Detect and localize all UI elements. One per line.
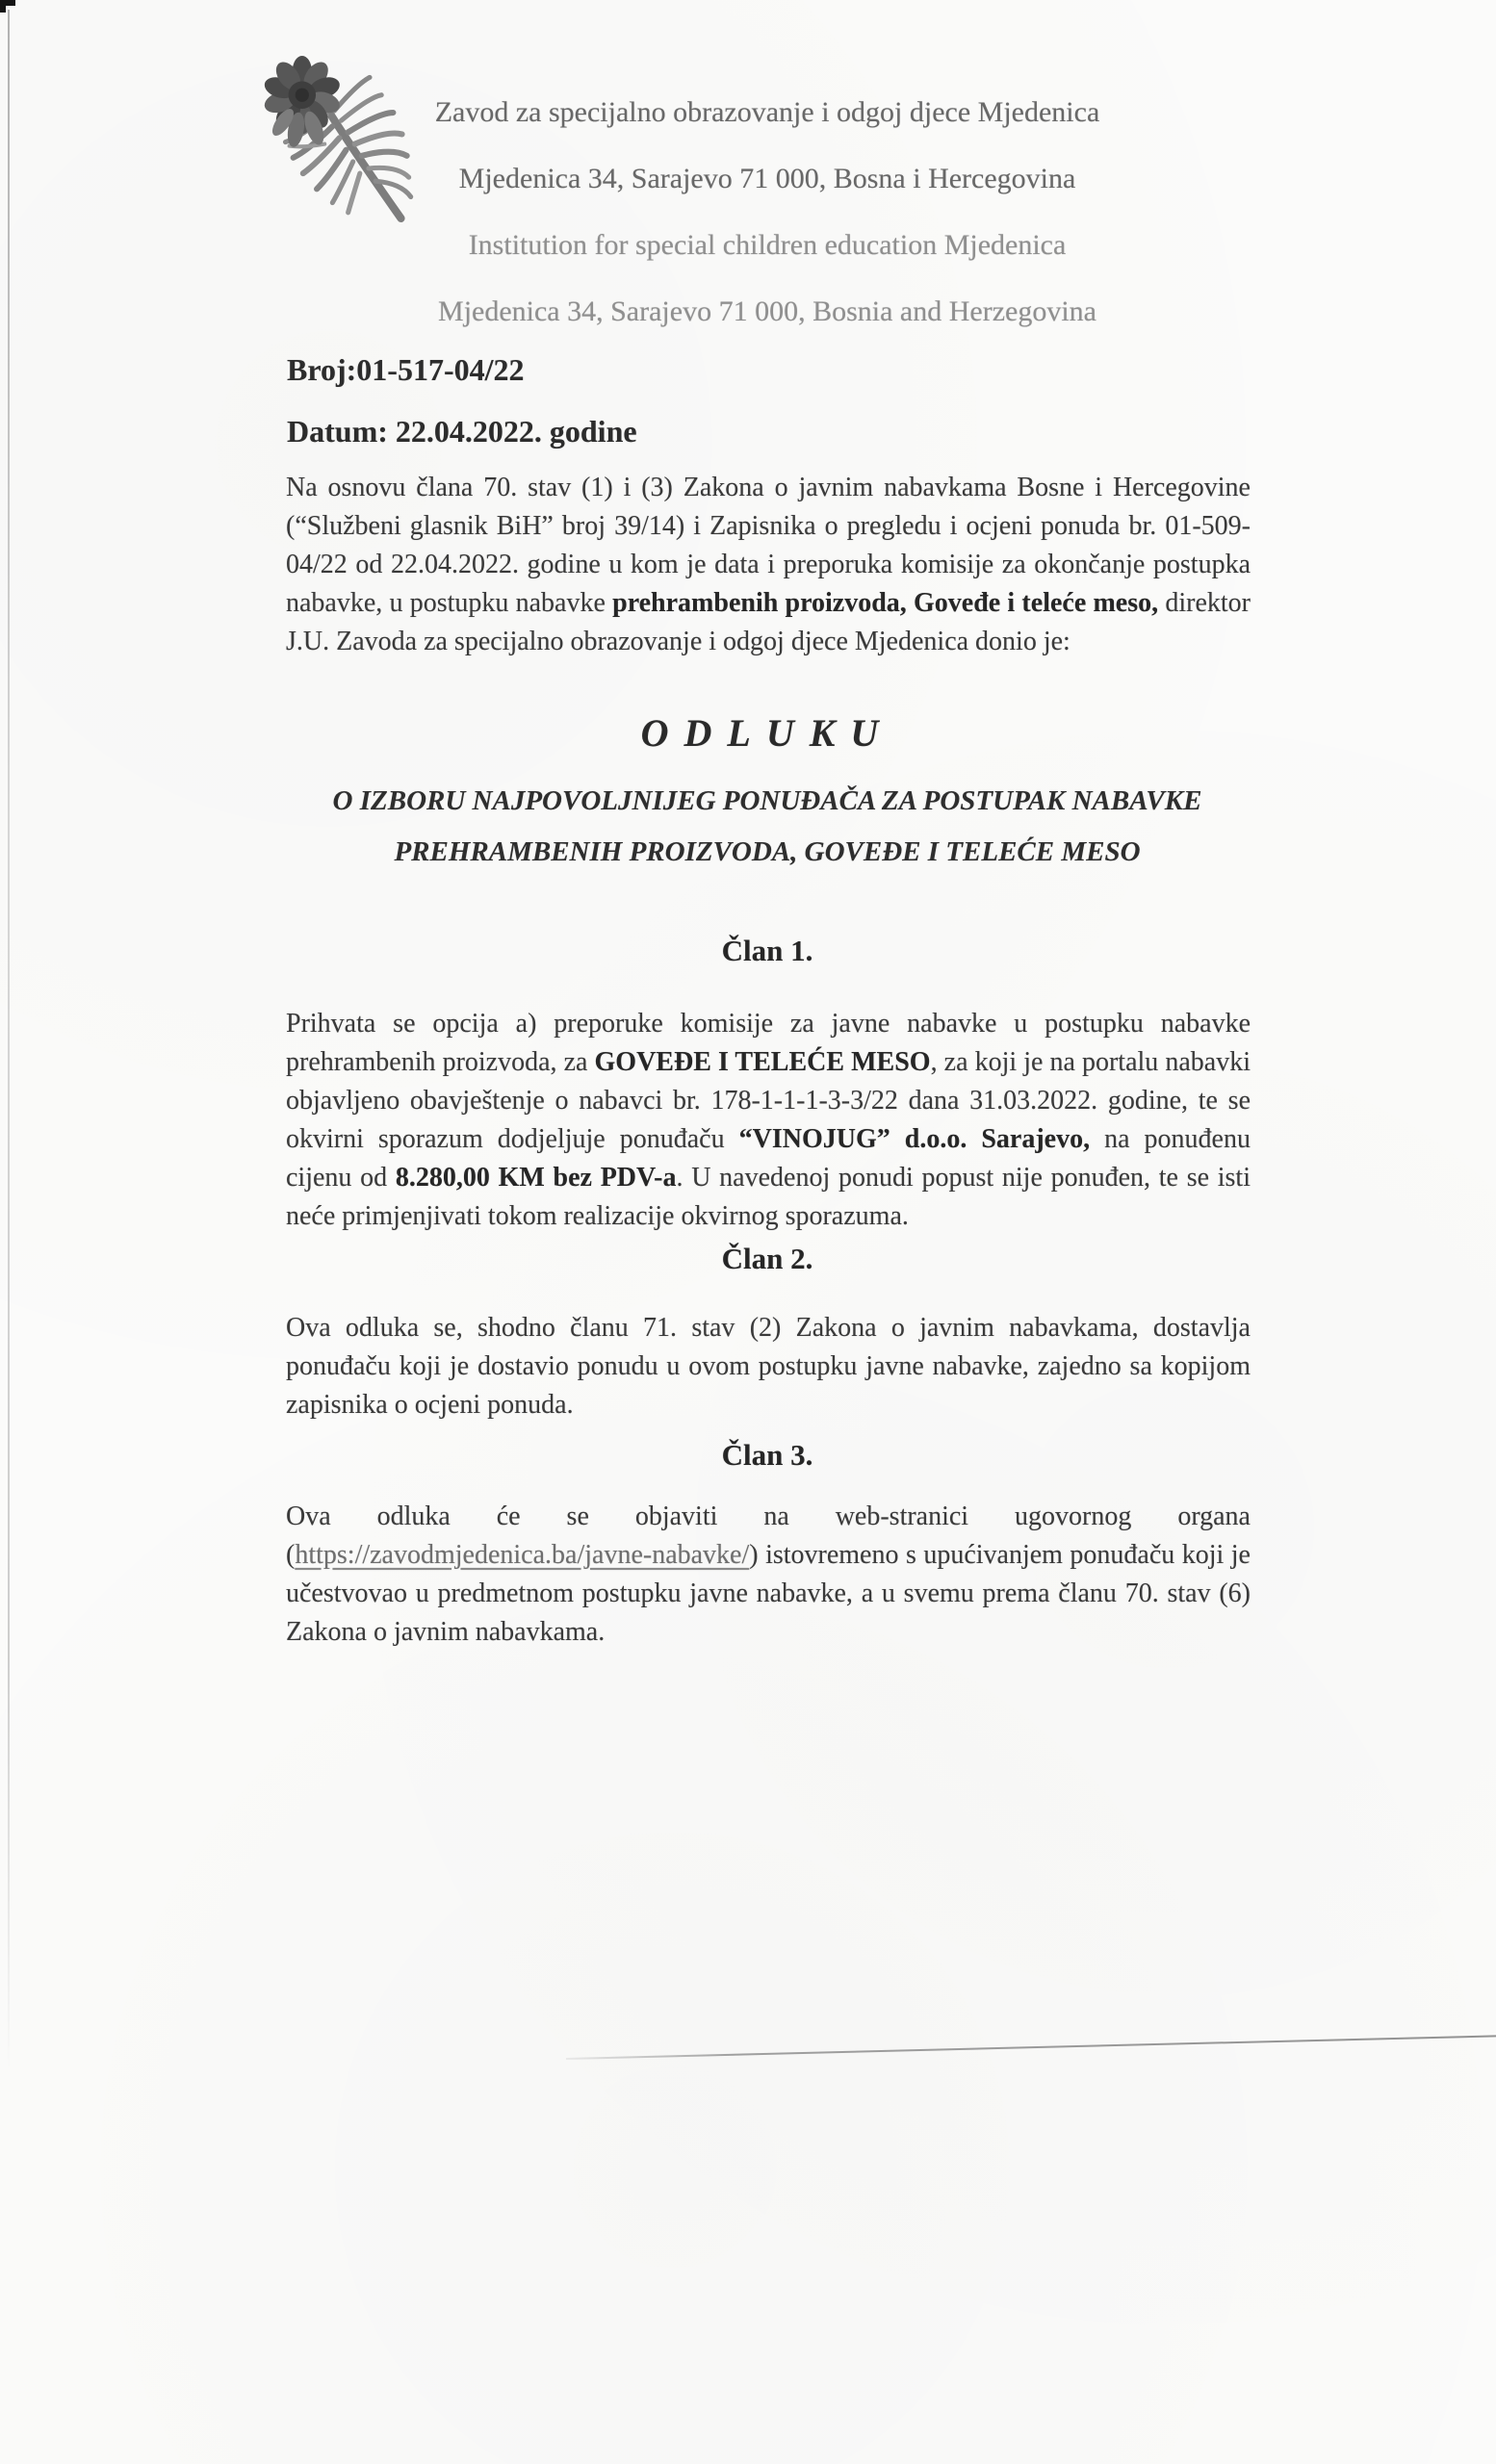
- letterhead: [267, 79, 1268, 345]
- article-3-text-run: ) istovremeno s upućivanjem ponuđaču koji je učestvovao u predmetnom postupku javne nabavke, a u svemu prema članu 70. stav (6) Zakona o javnim nabavkama.: [286, 1540, 1251, 1647]
- article-1-bold-run: 8.280,00 KM bez PDV-a: [395, 1163, 677, 1193]
- org-address-bosnian: Mjedenica 34, Sarajevo 71 000, Bosna i Hercegovina: [458, 163, 1076, 194]
- article-3-text-run: Ova odluka će se objaviti na web-stranici ugovornog organa (: [286, 1502, 1251, 1570]
- article-1-text-run: . U navedenoj ponudi popust nije ponuđen, te se isti neće primjenjivati tokom realizacije okvirnog sporazuma.: [286, 1163, 1251, 1231]
- article-1-paragraph: [286, 1005, 1251, 1236]
- decision-subtitle-line2: PREHRAMBENIH PROIZVODA, GOVEĐE I TELEĆE MESO: [394, 836, 1141, 867]
- article-1-text-run: na ponuđenu cijenu od: [286, 1124, 1251, 1193]
- article-1-bold-run: “VINOJUG” d.o.o. Sarajevo,: [738, 1124, 1091, 1154]
- article-1-heading: Član 1.: [721, 934, 813, 967]
- org-name-bosnian: Zavod za specijalno obrazovanje i odgoj djece Mjedenica: [434, 96, 1100, 128]
- org-name-english: Institution for special children education Mjedenica: [468, 229, 1067, 261]
- article-2-heading: Član 2.: [721, 1242, 813, 1275]
- javne-nabavke-link[interactable]: https://zavodmjedenica.ba/javne-nabavke/: [295, 1540, 750, 1570]
- decision-title: ODLUKU: [640, 711, 894, 755]
- article-3-heading: Član 3.: [721, 1438, 813, 1472]
- article-1-text-run: Prihvata se opcija a) preporuke komisije za javne nabavke u postupku nabavke prehrambenih proizvoda, za: [286, 1009, 1251, 1077]
- document-date: Datum: 22.04.2022. godine: [287, 414, 637, 449]
- intro-text-run: direktor J.U. Zavoda za specijalno obrazovanje i odgoj djece Mjedenica donio je:: [286, 588, 1251, 656]
- article-3-paragraph: [286, 1498, 1251, 1652]
- intro-paragraph: [286, 469, 1251, 661]
- scan-edge-line: [8, 10, 10, 2071]
- scan-corner-mark: [0, 0, 6, 13]
- article-1-bold-run: GOVEĐE I TELEĆE MESO: [594, 1047, 931, 1077]
- document-number: Broj:01-517-04/22: [287, 352, 525, 387]
- scan-fold-line: [566, 2035, 1496, 2060]
- article-2-paragraph: Ova odluka se, shodno članu 71. stav (2) Zakona o javnim nabavkama, dostavlja ponuđaču koji je dostavio ponudu u ovom postupku javne nabavke, zajedno sa kopijom zapisnika o ocjeni ponuda.: [286, 1313, 1251, 1420]
- intro-text-run: Na osnovu člana 70. stav (1) i (3) Zakona o javnim nabavkama Bosne i Hercegovine (“Službeni glasnik BiH” broj 39/14) i Zapisnika o pregledu i ocjeni ponuda br. 01-509-04/22 od 22.04.2022. godine u kom je data i preporuka komisije za okončanje postupka nabavke, u postupku nabavke: [286, 473, 1251, 618]
- org-address-english: Mjedenica 34, Sarajevo 71 000, Bosnia and Herzegovina: [438, 295, 1096, 327]
- decision-subtitle: [286, 776, 1249, 878]
- intro-bold-run: prehrambenih proizvoda, Goveđe i teleće meso,: [612, 588, 1159, 618]
- decision-subtitle-line1: O IZBORU NAJPOVOLJNIJEG PONUĐAČA ZA POSTUPAK NABAVKE: [332, 785, 1202, 816]
- article-1-text-run: , za koji je na portalu nabavki objavljeno obavještenje o nabavci br. 178-1-1-1-3-3/22 dana 31.03.2022. godine, te se okvirni sporazum dodjeljuje ponuđaču: [286, 1047, 1251, 1154]
